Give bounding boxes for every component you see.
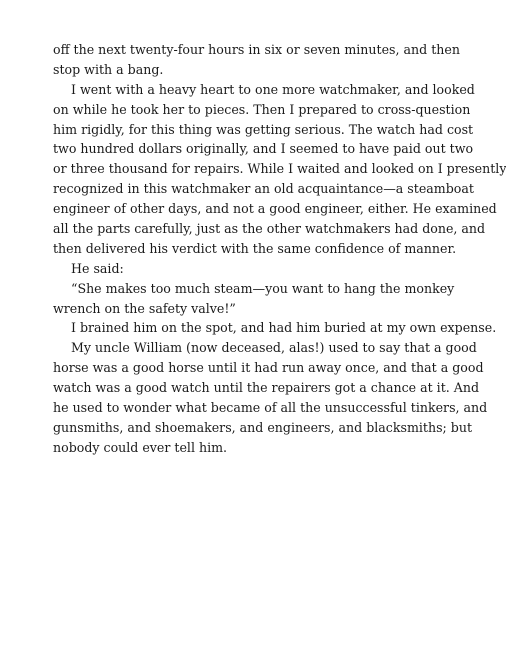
text-line: I went with a heavy heart to one more watchmaker, and looked	[71, 81, 475, 97]
text-line: or three thousand for repairs. While I waited and looked on I presently	[53, 161, 506, 177]
text-line: all the parts carefully, just as the other watchmakers had done, and	[53, 221, 486, 237]
text-line: engineer of other days, and not a good engineer, either. He examined	[53, 201, 497, 217]
paragraph-1	[53, 40, 460, 80]
text-line: horse was a good horse until it had run away once, and that a good	[53, 360, 484, 376]
text-line: My uncle William (now deceased, alas!) used to say that a good	[71, 340, 477, 356]
text-line: nobody could ever tell him.	[53, 439, 228, 455]
paragraph-4	[53, 279, 455, 319]
text-line: then delivered his verdict with the same confidence of manner.	[53, 240, 457, 256]
text-line: He said:	[71, 260, 124, 276]
text-line: gunsmiths, and shoemakers, and engineers, and blacksmiths; but	[53, 419, 473, 435]
text-line: wrench on the safety valve!”	[53, 300, 236, 316]
text-line: stop with a bang.	[53, 61, 164, 77]
text-line: he used to wonder what became of all the unsuccessful tinkers, and	[53, 400, 488, 416]
text-line: recognized in this watchmaker an old acquaintance—a steamboat	[53, 181, 474, 197]
text-line: off the next twenty-four hours in six or seven minutes, and then	[53, 42, 460, 57]
text-line: “She makes too much steam—you want to hang the monkey	[71, 280, 455, 296]
paragraph-3	[53, 259, 420, 279]
text-line: on while he took her to pieces. Then I prepared to cross-question	[53, 101, 471, 117]
paragraph-5	[53, 318, 497, 338]
text-line: watch was a good watch until the repairers got a chance at it. And	[53, 380, 480, 396]
paragraph-6	[53, 338, 488, 457]
text-line: I brained him on the spot, and had him buried at my own expense.	[71, 320, 497, 336]
text-line: two hundred dollars originally, and I seemed to have paid out two	[53, 141, 474, 157]
body-text	[53, 40, 506, 458]
text-line: him rigidly, for this thing was getting serious. The watch had cost	[53, 121, 474, 137]
paragraph-2	[53, 80, 506, 259]
